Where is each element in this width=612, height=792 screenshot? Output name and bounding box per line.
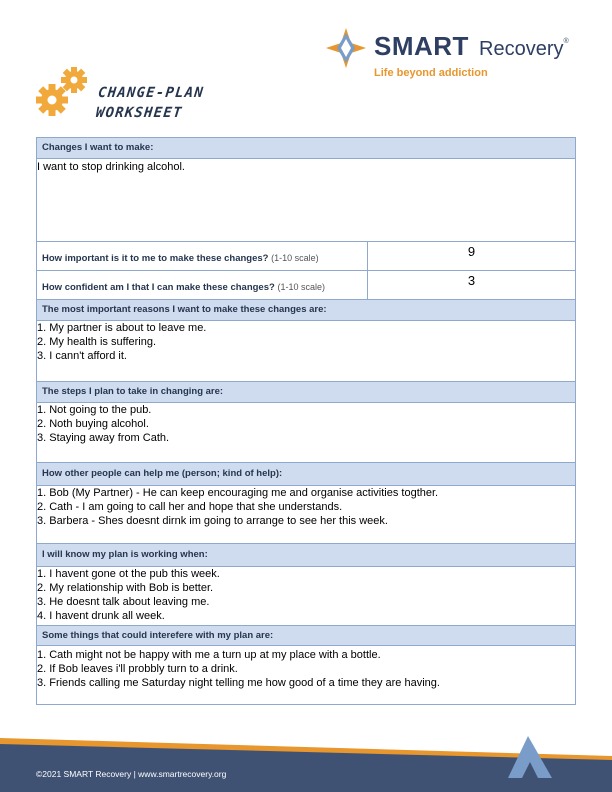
title-line-1: CHANGE-PLAN <box>97 85 205 101</box>
answer-line: 2. My relationship with Bob is better. <box>37 582 214 594</box>
interfere-header: Some things that could interefere with my plan are: <box>37 625 575 646</box>
answer-line: 3. I cann't afford it. <box>37 350 127 362</box>
page-title <box>95 83 205 123</box>
answer-line: 1. Bob (My Partner) - He can keep encouraging me and organise activities togther. <box>37 487 439 499</box>
answer-line: 1. Cath might not be happy with me a turn up at my place with a bottle. <box>37 649 381 661</box>
importance-row <box>37 241 575 270</box>
interfere-answer[interactable] <box>37 648 575 690</box>
answer-line: 3. Staying away from Cath. <box>37 432 170 444</box>
answer-line: 2. My health is suffering. <box>37 336 157 348</box>
reasons-header: The most important reasons I want to make these changes are: <box>37 299 575 321</box>
smart-recovery-logo <box>326 28 596 80</box>
steps-answer[interactable] <box>37 403 575 445</box>
answer-line: I want to stop drinking alcohol. <box>37 161 185 173</box>
answer-line: 4. I havent drunk all week. <box>37 610 165 622</box>
help-header: How other people can help me (person; kind of help): <box>37 462 575 486</box>
title-line-2: WORKSHEET <box>95 105 184 121</box>
help-answer[interactable] <box>37 486 575 528</box>
answer-line: 1. I havent gone ot the pub this week. <box>37 568 220 580</box>
answer-line: 3. Barbera - Shes doesnt dirnk im going to arrange to see her this week. <box>37 515 388 527</box>
answer-line: 1. My partner is about to leave me. <box>37 322 207 334</box>
steps-header: The steps I plan to take in changing are: <box>37 381 575 403</box>
answer-line: 2. If Bob leaves i'll probbly turn to a drink. <box>37 663 238 675</box>
confidence-value[interactable]: 3 <box>367 271 575 299</box>
answer-line: 1. Not going to the pub. <box>37 404 152 416</box>
answer-line: 2. Cath - I am going to call her and hope that she understands. <box>37 501 343 513</box>
logo-smart-text: SMART <box>374 31 469 61</box>
working-header: I will know my plan is working when: <box>37 543 575 567</box>
reasons-answer[interactable] <box>37 321 575 363</box>
working-answer[interactable] <box>37 567 575 623</box>
answer-line: 3. Friends calling me Saturday night telling me how good of a time they are having. <box>37 677 440 689</box>
footer-copyright: ©2021 SMART Recovery | www.smartrecovery.org <box>36 769 227 779</box>
compass-logo-icon <box>326 28 366 68</box>
gears-icon <box>36 66 94 118</box>
footer-band <box>0 736 612 792</box>
answer-line: 3. He doesnt talk about leaving me. <box>37 596 210 608</box>
changes-header: Changes I want to make: <box>37 138 575 159</box>
importance-value[interactable]: 9 <box>367 242 575 270</box>
changes-answer[interactable] <box>37 160 575 174</box>
logo-tagline: Life beyond addiction <box>374 67 488 79</box>
confidence-row <box>37 270 575 299</box>
worksheet-table <box>36 137 576 705</box>
answer-line: 2. Noth buying alcohol. <box>37 418 149 430</box>
importance-label: How important is it to me to make these changes? (1-10 scale) <box>42 253 319 264</box>
confidence-label: How confident am I that I can make these changes? (1-10 scale) <box>42 282 325 293</box>
logo-recovery-text: Recovery® <box>479 38 569 60</box>
